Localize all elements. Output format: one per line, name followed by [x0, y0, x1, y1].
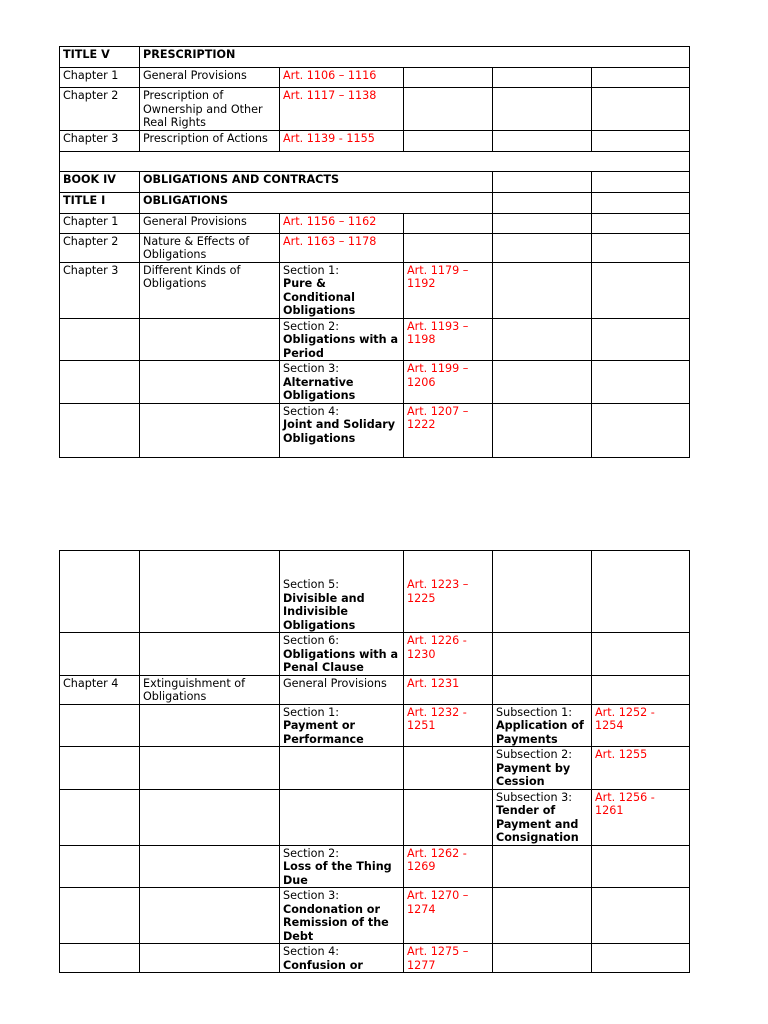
- section-name: Confusion or: [283, 958, 363, 972]
- empty-cell: [493, 361, 592, 404]
- articles-cell: Art. 1255: [592, 747, 690, 790]
- section-cell: [280, 361, 404, 404]
- empty-cell: [404, 233, 493, 262]
- section-label: Section 1:: [283, 263, 340, 277]
- articles-cell: Art. 1270 – 1274: [404, 888, 493, 944]
- section-cell: [280, 944, 404, 973]
- section-cell: General Provisions: [280, 675, 404, 704]
- table-row: [60, 551, 690, 633]
- empty-cell: [592, 551, 690, 633]
- empty-cell: [592, 130, 690, 151]
- empty-cell: [592, 68, 690, 88]
- table-row: [60, 68, 690, 88]
- empty-cell: [493, 213, 592, 233]
- section-label: Section 1:: [283, 705, 340, 719]
- chapter-cell: Chapter 1: [60, 68, 140, 88]
- empty-cell: [280, 789, 404, 845]
- empty-cell: [140, 318, 280, 361]
- empty-cell: [592, 361, 690, 404]
- empty-cell: [404, 213, 493, 233]
- empty-cell: [60, 747, 140, 790]
- table-row: [60, 262, 690, 318]
- empty-cell: [592, 262, 690, 318]
- empty-cell: [280, 747, 404, 790]
- section-cell: [280, 262, 404, 318]
- empty-cell: [493, 171, 592, 192]
- articles-cell: Art. 1226 - 1230: [404, 633, 493, 676]
- title-label: TITLE I: [60, 192, 140, 213]
- table-row: [60, 403, 690, 457]
- table-row: [60, 361, 690, 404]
- articles-cell: Art. 1199 – 1206: [404, 361, 493, 404]
- section-cell: [280, 633, 404, 676]
- section-label: Section 4:: [283, 945, 340, 958]
- subsection-label: Subsection 3:: [496, 790, 573, 804]
- empty-cell: [493, 233, 592, 262]
- chapter-name-cell: Extinguishment of Obligations: [140, 675, 280, 704]
- empty-cell: [592, 888, 690, 944]
- empty-cell: [140, 944, 280, 973]
- empty-cell: [404, 88, 493, 131]
- table-row: [60, 233, 690, 262]
- empty-cell: [60, 789, 140, 845]
- articles-cell: Art. 1156 – 1162: [280, 213, 404, 233]
- table-row: [60, 171, 690, 192]
- articles-cell: Art. 1232 - 1251: [404, 704, 493, 747]
- section-label: Section 6:: [283, 634, 340, 647]
- empty-cell: [493, 403, 592, 457]
- empty-cell: [140, 888, 280, 944]
- empty-cell: [493, 551, 592, 633]
- empty-cell: [592, 633, 690, 676]
- section-cell: [280, 704, 404, 747]
- chapter-name-cell: Prescription of Ownership and Other Real Rights: [140, 88, 280, 131]
- code-table-part-1: [59, 46, 690, 458]
- empty-cell: [60, 318, 140, 361]
- subsection-cell: [493, 747, 592, 790]
- section-label: Section 3:: [283, 889, 340, 902]
- empty-cell: [404, 789, 493, 845]
- empty-cell: [60, 633, 140, 676]
- empty-cell: [592, 845, 690, 888]
- section-name: Obligations with a Penal Clause: [283, 647, 399, 674]
- chapter-name-cell: General Provisions: [140, 213, 280, 233]
- chapter-cell: Chapter 3: [60, 262, 140, 318]
- articles-cell: Art. 1179 – 1192: [404, 262, 493, 318]
- section-cell: [280, 888, 404, 944]
- empty-cell: [493, 845, 592, 888]
- table-row: [60, 192, 690, 213]
- code-table-part-2: [59, 550, 690, 973]
- empty-cell: [493, 888, 592, 944]
- empty-cell: [493, 318, 592, 361]
- section-cell: [280, 403, 404, 457]
- section-name: Condonation or Remission of the Debt: [283, 902, 389, 943]
- empty-cell: [140, 361, 280, 404]
- section-name: Joint and Solidary Obligations: [283, 418, 396, 445]
- table-row: [60, 747, 690, 790]
- empty-cell: [60, 845, 140, 888]
- empty-cell: [60, 551, 140, 633]
- empty-cell: [592, 88, 690, 131]
- empty-cell: [493, 262, 592, 318]
- articles-cell: Art. 1163 – 1178: [280, 233, 404, 262]
- chapter-name-cell: General Provisions: [140, 68, 280, 88]
- empty-cell: [592, 192, 690, 213]
- articles-cell: Art. 1275 – 1277: [404, 944, 493, 973]
- empty-cell: [140, 747, 280, 790]
- empty-cell: [592, 171, 690, 192]
- table-row: [60, 88, 690, 131]
- empty-cell: [493, 675, 592, 704]
- section-label: Section 3:: [283, 362, 340, 375]
- subsection-label: Subsection 2:: [496, 748, 573, 761]
- section-label: Section 5:: [283, 578, 340, 591]
- empty-cell: [493, 633, 592, 676]
- section-name: Loss of the Thing Due: [283, 860, 392, 887]
- chapter-cell: Chapter 2: [60, 88, 140, 131]
- empty-cell: [60, 888, 140, 944]
- table-row: [60, 130, 690, 151]
- empty-cell: [493, 944, 592, 973]
- empty-cell: [493, 192, 592, 213]
- articles-cell: Art. 1106 – 1116: [280, 68, 404, 88]
- title-name: PRESCRIPTION: [140, 47, 690, 68]
- articles-cell: Art. 1117 – 1138: [280, 88, 404, 131]
- articles-cell: Art. 1252 - 1254: [592, 704, 690, 747]
- articles-cell: Art. 1207 – 1222: [404, 403, 493, 457]
- section-cell: [280, 318, 404, 361]
- section-label: Section 4:: [283, 404, 340, 418]
- articles-cell: Art. 1231: [404, 675, 493, 704]
- section-cell: [280, 845, 404, 888]
- section-label: Section 2:: [283, 319, 340, 333]
- table-row: [60, 675, 690, 704]
- section-name: Divisible and Indivisible Obligations: [283, 591, 365, 632]
- empty-cell: [592, 944, 690, 973]
- section-name: Obligations with a Period: [283, 333, 399, 360]
- section-name: Alternative Obligations: [283, 375, 356, 402]
- empty-cell: [592, 403, 690, 457]
- empty-cell: [140, 403, 280, 457]
- book-name: OBLIGATIONS AND CONTRACTS: [140, 171, 493, 192]
- subsection-name: Tender of Payment and Consignation: [496, 804, 579, 844]
- empty-cell: [60, 361, 140, 404]
- table-row: [60, 944, 690, 973]
- empty-cell: [592, 213, 690, 233]
- table-row: [60, 789, 690, 845]
- subsection-name: Payment by Cession: [496, 761, 571, 788]
- table-row: [60, 704, 690, 747]
- table-row: [60, 213, 690, 233]
- subsection-name: Application of Payments: [496, 719, 584, 746]
- empty-cell: [140, 633, 280, 676]
- subsection-cell: [493, 789, 592, 845]
- title-label: TITLE V: [60, 47, 140, 68]
- articles-cell: Art. 1193 – 1198: [404, 318, 493, 361]
- empty-cell: [592, 233, 690, 262]
- empty-cell: [140, 551, 280, 633]
- empty-cell: [493, 88, 592, 131]
- section-cell: [280, 551, 404, 633]
- chapter-cell: Chapter 1: [60, 213, 140, 233]
- section-label: Section 2:: [283, 846, 340, 860]
- table-row: [60, 318, 690, 361]
- chapter-cell: Chapter 2: [60, 233, 140, 262]
- empty-cell: [60, 944, 140, 973]
- table-row: [60, 633, 690, 676]
- articles-cell: Art. 1262 - 1269: [404, 845, 493, 888]
- empty-cell: [140, 704, 280, 747]
- chapter-cell: Chapter 4: [60, 675, 140, 704]
- table-row: [60, 888, 690, 944]
- articles-cell: Art. 1139 - 1155: [280, 130, 404, 151]
- table-row: [60, 845, 690, 888]
- empty-cell: [60, 704, 140, 747]
- empty-cell: [404, 130, 493, 151]
- empty-cell: [60, 403, 140, 457]
- empty-cell: [60, 151, 690, 171]
- subsection-label: Subsection 1:: [496, 705, 573, 719]
- chapter-name-cell: Nature & Effects of Obligations: [140, 233, 280, 262]
- empty-cell: [140, 789, 280, 845]
- section-name: Pure & Conditional Obligations: [283, 277, 356, 317]
- empty-cell: [404, 68, 493, 88]
- book-label: BOOK IV: [60, 171, 140, 192]
- empty-cell: [592, 318, 690, 361]
- empty-cell: [140, 845, 280, 888]
- title-name: OBLIGATIONS: [140, 192, 493, 213]
- empty-cell: [493, 68, 592, 88]
- empty-cell: [493, 130, 592, 151]
- section-name: Payment or Performance: [283, 719, 364, 746]
- spacer-row: [60, 151, 690, 171]
- table-row: [60, 47, 690, 68]
- articles-cell: Art. 1223 – 1225: [404, 551, 493, 633]
- chapter-name-cell: Different Kinds of Obligations: [140, 262, 280, 318]
- empty-cell: [404, 747, 493, 790]
- chapter-name-cell: Prescription of Actions: [140, 130, 280, 151]
- articles-cell: Art. 1256 - 1261: [592, 789, 690, 845]
- subsection-cell: [493, 704, 592, 747]
- chapter-cell: Chapter 3: [60, 130, 140, 151]
- empty-cell: [592, 675, 690, 704]
